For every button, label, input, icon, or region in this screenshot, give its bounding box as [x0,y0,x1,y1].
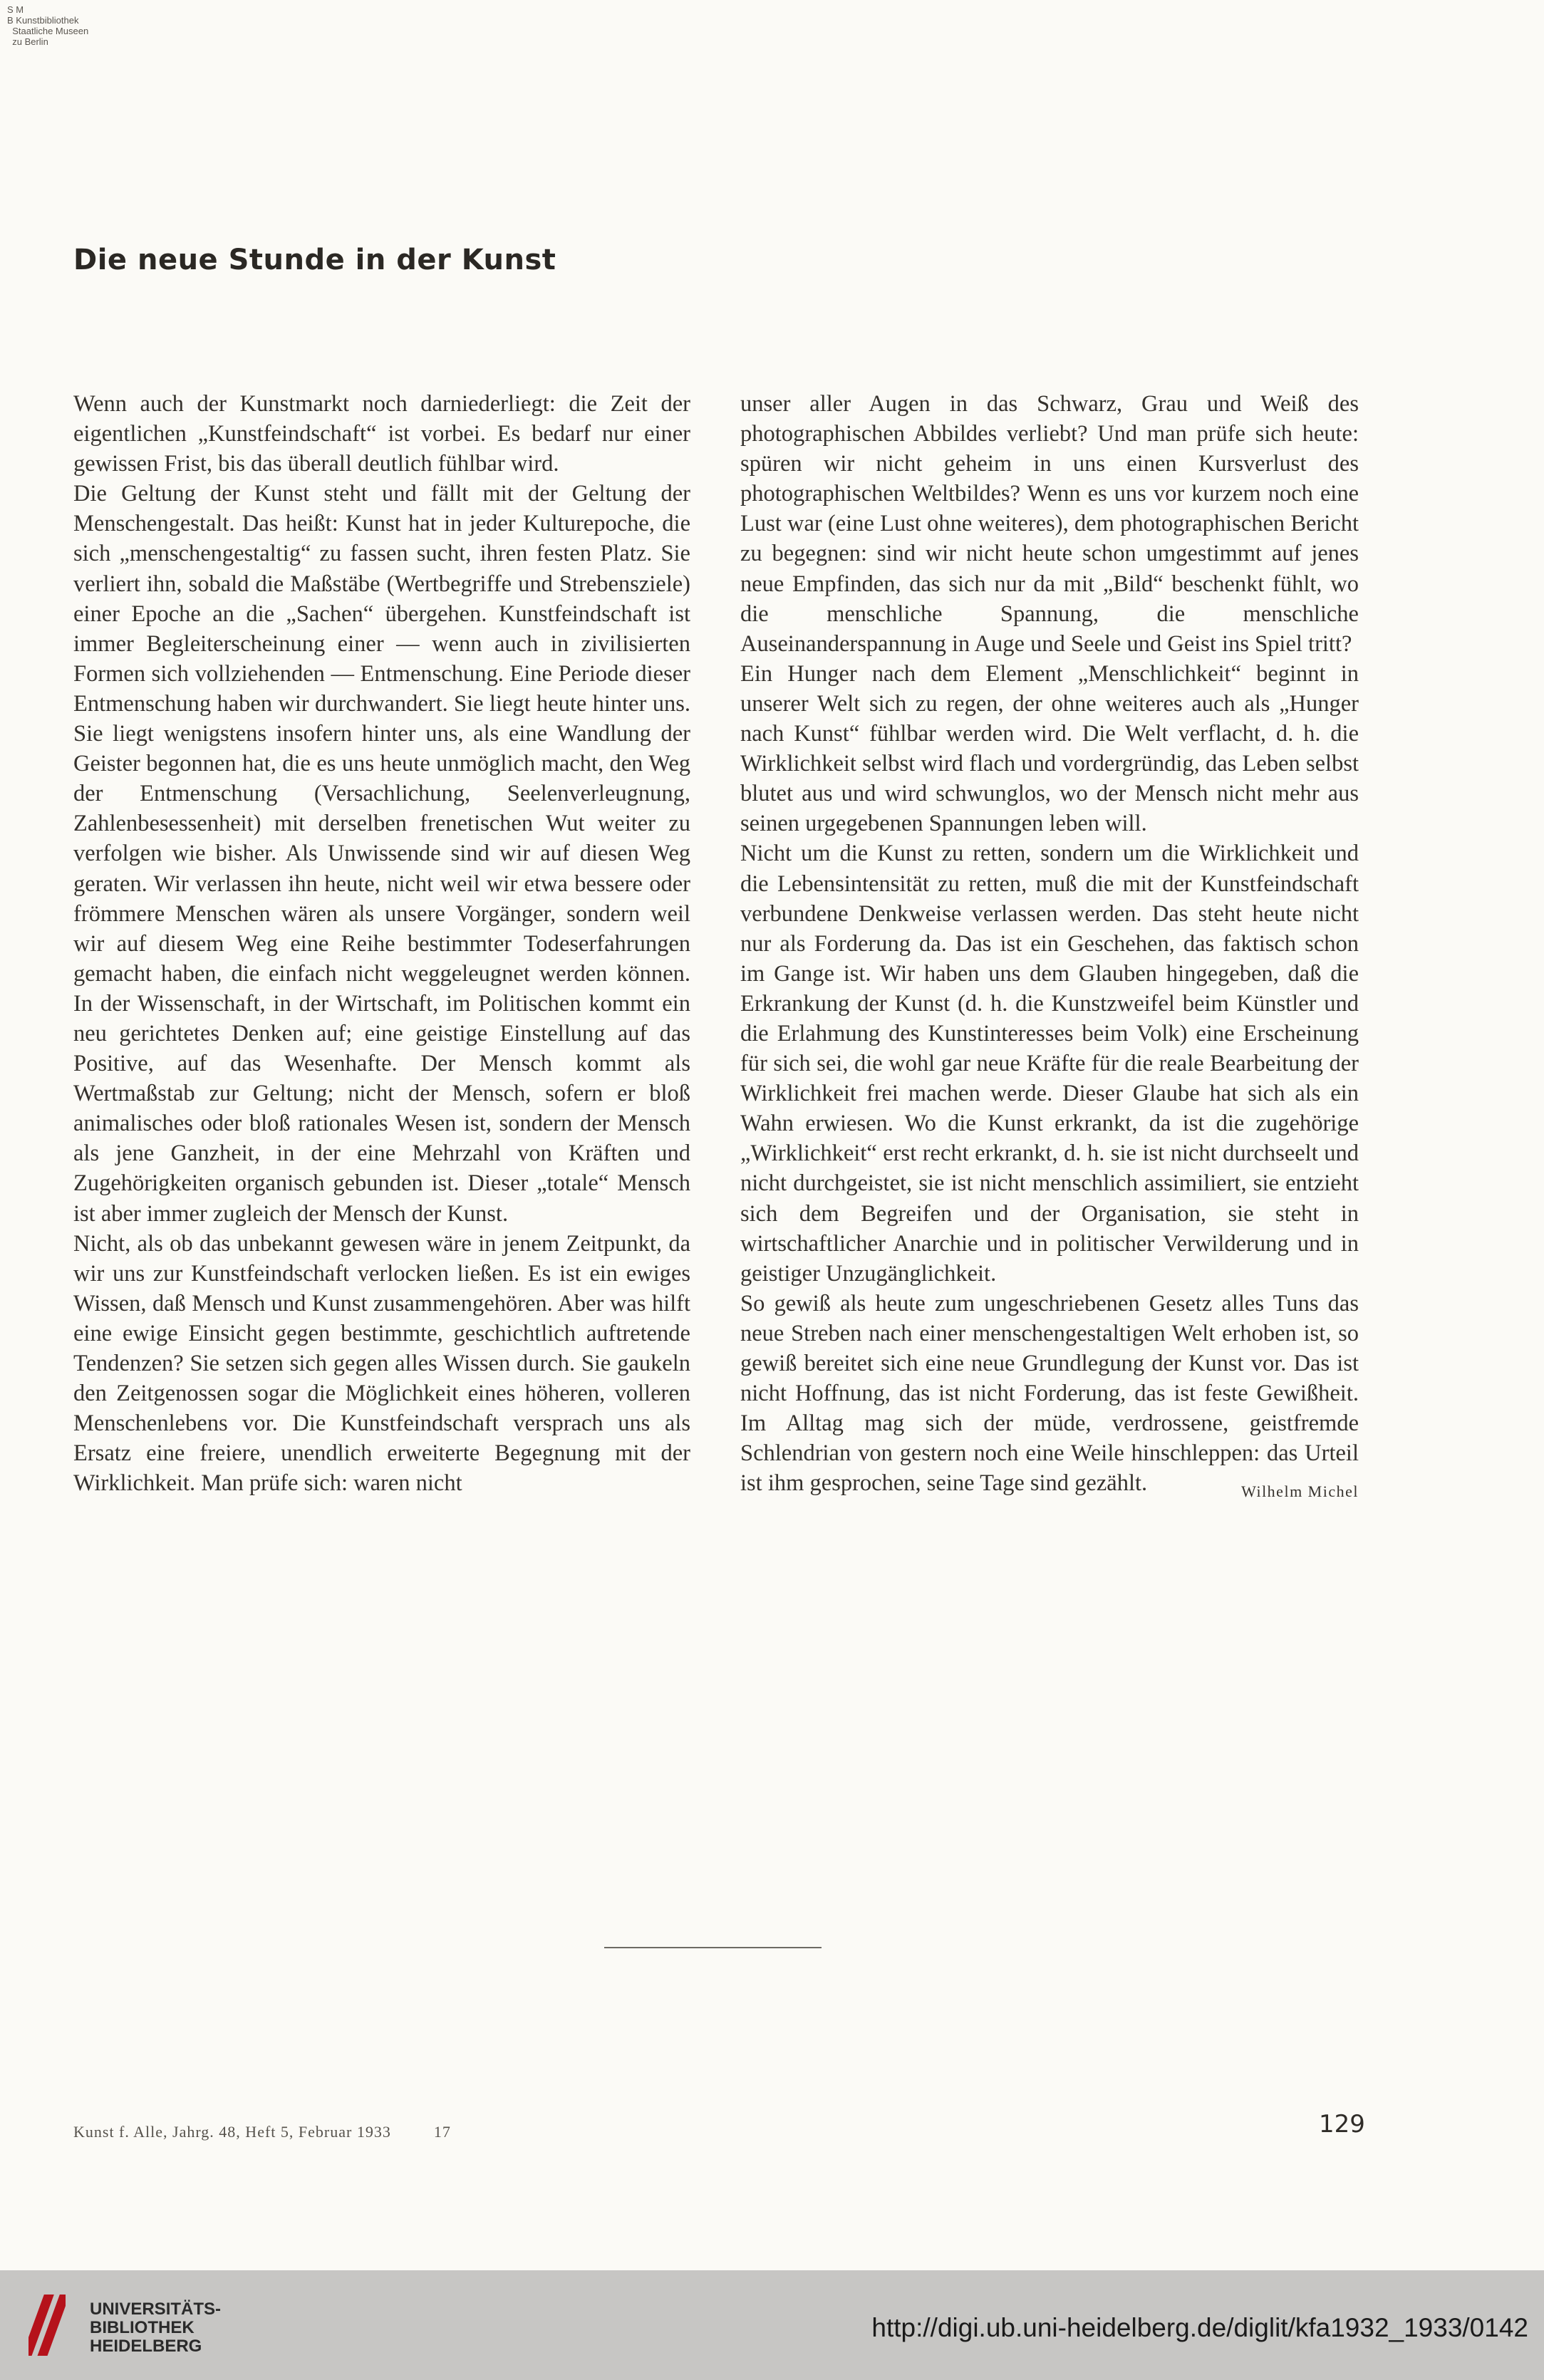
stamp-line: B Kunstbibliothek [7,15,79,26]
paragraph: Wenn auch der Kunstmarkt noch darniederliegt: die Zeit der eigentlichen „Kunstfeindschaft“ ist vorbei. Es bedarf nur einer gewissen Frist, bis das überall deutlich fühlbar wird. [73,391,690,477]
university-library-heidelberg-logo-icon [29,2290,66,2361]
left-text-column [73,389,690,1498]
paragraph-text: So gewiß als heute zum ungeschriebenen Gesetz alles Tuns das neue Streben nach einer menschengestaltigen Welt erhoben ist, so gewiß bereitet sich eine neue Grundlegung der Kunst vor. Das ist nicht Hoffnung, das ist nicht Forderung, das ist feste Gewißheit. Im Alltag mag sich der müde, verdrossene, geistfremde Schlendrian von gestern noch eine Weile hinschleppen: das Urteil ist ihm gesprochen, seine Tage sind gezählt. [740,1290,1359,1497]
paragraph: Nicht, als ob das unbekannt gewesen wäre in jenem Zeitpunkt, da wir uns zur Kunstfeindschaft verlocken ließen. Es ist ein ewiges Wissen, daß Mensch und Kunst zusammengehören. Aber was hilft eine ewige Einsicht gegen bestimmte, geschichtlich auftretende Tendenzen? Sie setzen sich gegen alles Wissen durch. Sie gaukeln den Zeitgenossen sogar die Möglichkeit eines höheren, volleren Menschenlebens vor. Die Kunstfeindschaft versprach uns als Ersatz eine freiere, unendlich erweiterte Begegnung mit der Wirklichkeit. Man prüfe sich: waren nicht [73,1230,690,1497]
paragraph: unser aller Augen in das Schwarz, Grau und Weiß des photographischen Abbildes verliebt? Und man prüfe sich heute: spüren wir nicht geheim in uns einen Kursverlust des photographischen Weltbildes? Wenn es uns vor kurzem noch eine Lust war (eine Lust ohne weiteres), dem photographischen Bericht zu begegnen: sind wir nicht heute schon umgestimmt auf jenes neue Empfinden, das sich nur da mit „Bild“ beschenkt fühlt, wo die menschliche Spannung, die menschliche Auseinanderspannung in Auge und Seele und Geist ins Spiel tritt? [740,391,1359,657]
page-number: 129 [1319,2110,1365,2139]
article-title: Die neue Stunde in der Kunst [73,244,556,276]
sheet-signature: 17 [433,2123,451,2141]
library-name-line: BIBLIOTHEK [90,2318,195,2337]
section-divider [604,1947,822,1948]
library-ownership-stamp [7,4,88,47]
author-signature: Wilhelm Michel [1241,1482,1359,1501]
stamp-line: zu Berlin [7,36,48,47]
stamp-line: Staatliche Museen [7,26,89,36]
right-text-column [740,389,1359,1507]
library-name-line: HEIDELBERG [90,2337,202,2356]
paragraph [740,1289,1359,1499]
page-footer-citation [73,2123,451,2141]
library-name [90,2300,221,2356]
paragraph: Die Geltung der Kunst steht und fällt mit der Geltung der Menschengestalt. Das heißt: Kunst hat in jeder Kulturepoche, die sich „menschengestaltig“ zu fassen sucht, ihren festen Platz. Sie verliert ihn, sobald die Maßstäbe (Wertbegriffe und Strebensziele) einer Epoche an die „Sachen“ übergehen. Kunstfeindschaft ist immer Begleiterscheinung einer — wenn auch in zivilisierten Formen sich vollziehenden — Entmenschung. Eine Periode dieser Entmenschung haben wir durchwandert. Sie liegt heute hinter uns. Sie liegt wenigstens insofern hinter uns, als eine Wandlung der Geister begonnen hat, die es uns heute unmöglich macht, den Weg der Entmenschung (Versachlichung, Seelenverleugnung, Zahlenbesessenheit) mit derselben frenetischen Wut weiter zu verfolgen wie bisher. Als Unwissende sind wir auf diesen Weg geraten. Wir verlassen ihn heute, nicht weil wir etwa bessere oder frömmere Menschen wären als unsere Vorgänger, sondern weil wir auf diesem Weg eine Reihe bestimmter Todeserfahrungen gemacht haben, die einfach nicht weggeleugnet werden können. In der Wissenschaft, in der Wirtschaft, im Politischen kommt ein neu gerichtetes Denken auf; eine geistige Einstellung auf das Positive, auf das Wesenhafte. Der Mensch kommt als Wertmaßstab zur Geltung; nicht der Mensch, sofern er bloß animalisches oder bloß rationales Wesen ist, sondern der Mensch als jene Ganzheit, in der eine Mehrzahl von Kräften und Zugehörigkeiten organisch gebunden ist. Dieser „totale“ Mensch ist aber immer zugleich der Mensch der Kunst. [73,481,690,1227]
library-name-line: UNIVERSITÄTS- [90,2300,222,2319]
digitization-footer-bar [0,2270,1544,2380]
paragraph: Ein Hunger nach dem Element „Menschlichkeit“ beginnt in unserer Welt sich zu regen, der ohne weiteres auch als „Hunger nach Kunst“ fühlbar werden wird. Die Welt verflacht, d. h. die Wirklichkeit selbst wird flach und vordergründig, das Leben selbst blutet aus und wird schwunglos, wo der Mensch nicht mehr aus seinen urgegebenen Spannungen leben will. [740,660,1359,837]
paragraph: Nicht um die Kunst zu retten, sondern um die Wirklichkeit und die Lebensintensität zu retten, muß die mit der Kunstfeindschaft verbundene Denkweise verlassen werden. Das steht heute nicht nur als Forderung da. Das ist ein Geschehen, das faktisch schon im Gange ist. Wir haben uns dem Glauben hingegeben, daß die Erkrankung der Kunst (d. h. die Kunstzweifel beim Künstler und die Erlahmung des Kunstinteresses beim Volk) eine Erscheinung für sich sei, die wohl gar neue Kräfte für die reale Bearbeitung der Wirklichkeit frei machen werde. Dieser Glaube hat sich als ein Wahn erwiesen. Wo die Kunst erkrankt, da ist die zugehörige „Wirklichkeit“ erst recht erkrankt, d. h. sie ist nicht durchseelt und nicht durchgeistet, sie ist nicht menschlich assimiliert, sie entzieht sich dem Begreifen und der Organisation, sie steht in wirtschaftlicher Anarchie und in politischer Verwilderung und in geistiger Unzugänglichkeit. [740,841,1359,1287]
permalink-url[interactable]: http://digi.ub.uni-heidelberg.de/diglit/kfa1932_1933/0142 [871,2313,1528,2342]
stamp-line: S M [7,4,24,15]
journal-citation: Kunst f. Alle, Jahrg. 48, Heft 5, Februar 1933 [73,2123,391,2141]
